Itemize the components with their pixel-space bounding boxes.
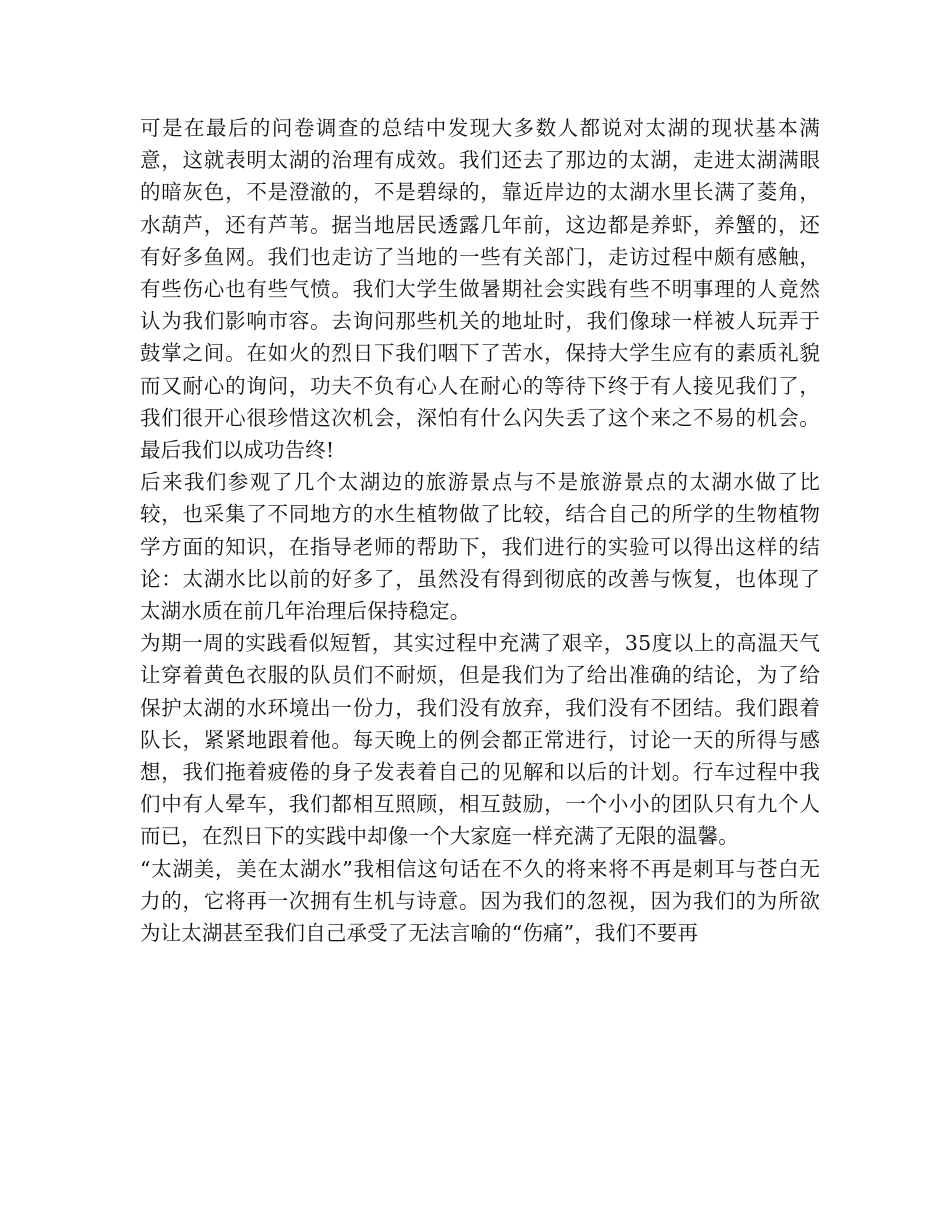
paragraph-comparison-conclusion: 后来我们参观了几个太湖边的旅游景点与不是旅游景点的太湖水做了比较，也采集了不同地方的水生植物做了比较，结合自己的所学的生物植物学方面的知识，在指导老师的帮助下，我们进行的实验可以得出这样的结论：太湖水比以前的好多了，虽然没有得到彻底的改善与恢复，也体现了太湖水质在前几年治理后保持稳定。 <box>140 470 820 624</box>
document-body <box>140 112 820 949</box>
paragraph-taihu-reflection: “太湖美，美在太湖水”我相信这句话在不久的将来将不再是刺耳与苍白无力的，它将再一次拥有生机与诗意。因为我们的忽视，因为我们的为所欲为让太湖甚至我们自己承受了无法言喻的“伤痛”，我们不要再 <box>140 856 820 946</box>
paragraph-survey-visit: 可是在最后的问卷调查的总结中发现大多数人都说对太湖的现状基本满意，这就表明太湖的治理有成效。我们还去了那边的太湖，走进太湖满眼的暗灰色，不是澄澈的，不是碧绿的，靠近岸边的太湖水里长满了菱角，水葫芦，还有芦苇。据当地居民透露几年前，这边都是养虾，养蟹的，还有好多鱼网。我们也走访了当地的一些有关部门，走访过程中颇有感触，有些伤心也有些气愤。我们大学生做暑期社会实践有些不明事理的人竟然认为我们影响市容。去询问那些机关的地址时，我们像球一样被人玩弄于鼓掌之间。在如火的烈日下我们咽下了苦水，保持大学生应有的素质礼貌而又耐心的询问，功夫不负有心人在耐心的等待下终于有人接见我们了，我们很开心很珍惜这次机会，深怕有什么闪失丢了这个来之不易的机会。最后我们以成功告终! <box>140 116 820 463</box>
paragraph-team-experience: 为期一周的实践看似短暂，其实过程中充满了艰辛，35度以上的高温天气让穿着黄色衣服的队员们不耐烦，但是我们为了给出准确的结论，为了给保护太湖的水环境出一份力，我们没有放弃，我们没有不团结。我们跟着队长，紧紧地跟着他。每天晚上的例会都正常进行，讨论一天的所得与感想，我们拖着疲倦的身子发表着自己的见解和以后的计划。行车过程中我们中有人晕车，我们都相互照顾，相互鼓励，一个小小的团队只有九个人而已，在烈日下的实践中却像一个大家庭一样充满了无限的温馨。 <box>140 631 820 849</box>
